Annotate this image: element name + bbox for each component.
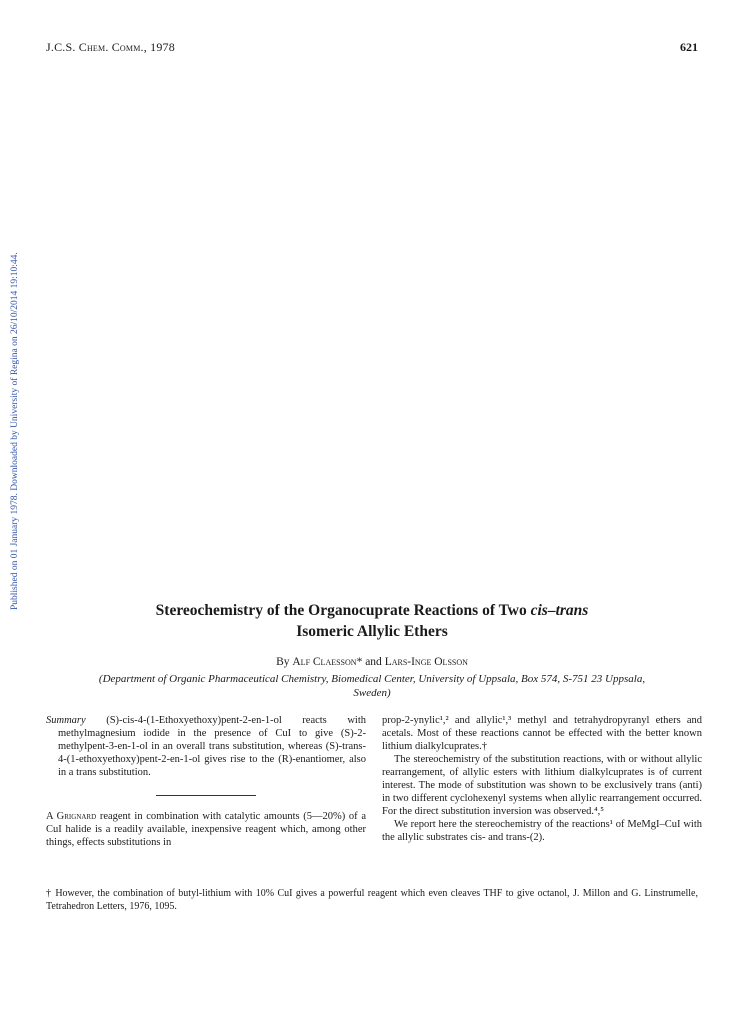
grignard-term: A Grignard xyxy=(46,811,97,822)
page-number: 621 xyxy=(680,40,698,54)
body-paragraph-2: The stereochemistry of the substitution reactions, with or without allylic rearrangement, of allylic esters with lithium dialkylcuprates is of current interest. The mode of substitution was shown to be exclusively trans (anti) in two different cyclohexenyl systems when allylic rearrangement occurred. For the direct substitution inversion was observed.⁴,⁵ xyxy=(382,754,702,817)
left-column xyxy=(46,714,366,849)
journal-name: Chem. Comm. xyxy=(78,40,144,54)
article-title xyxy=(46,600,698,642)
author-separator: * and xyxy=(356,656,385,668)
journal-year: , 1978 xyxy=(143,40,175,54)
author-2: Lars-Inge Olsson xyxy=(384,656,468,668)
body-paragraph-1: prop-2-ynylic¹,² and allylic¹,³ methyl and tetrahydropyranyl ethers and acetals. Most of these reactions cannot be effected with the better known lithium dialkylcuprates.† xyxy=(382,715,702,752)
download-watermark: Published on 01 January 1978. Downloaded by University of Regina on 26/10/2014 19:10:44. xyxy=(10,252,20,610)
intro-paragraph xyxy=(46,810,366,849)
journal-prefix: J.C.S. xyxy=(46,40,79,54)
by-label: By xyxy=(276,656,293,668)
summary-text: (S)-cis-4-(1-Ethoxyethoxy)pent-2-en-1-ol reacts with methylmagnesium iodide in the presence of CuI to give (S)-2-methylpent-3-en-1-ol in an overall trans substitution, whereas (S)-trans-4-(1-ethoxyethoxy)pent-2-en-1-ol gives rise to the (R)-enantiomer, also in a trans substitution. xyxy=(58,715,366,778)
title-line1: Stereochemistry of the Organocuprate Reactions of Two xyxy=(155,602,531,619)
affiliation-line2: Sweden) xyxy=(353,687,391,699)
body-paragraph-3: We report here the stereochemistry of the reactions¹ of MeMgI–CuI with the allylic substrates cis- and trans-(2). xyxy=(382,819,702,843)
running-header xyxy=(46,40,698,56)
summary-label: Summary xyxy=(46,715,86,726)
author-1: Alf Claesson xyxy=(292,656,357,668)
footnote: † However, the combination of butyl-lithium with 10% CuI gives a powerful reagent which even cleaves THF to give octanol, J. Millon and G. Linstrumelle, Tetrahedron Letters, 1976, 1095. xyxy=(46,888,698,912)
section-divider xyxy=(156,795,256,796)
affiliation-line1: (Department of Organic Pharmaceutical Chemistry, Biomedical Center, University of Uppsala, Box 574, S-751 23 Uppsala, xyxy=(98,673,646,685)
affiliation xyxy=(46,672,698,700)
right-column xyxy=(382,714,702,844)
journal-citation xyxy=(46,40,175,55)
title-line2: Isomeric Allylic Ethers xyxy=(296,623,448,640)
summary-paragraph xyxy=(46,714,366,779)
title-cis-trans: cis–trans xyxy=(530,602,589,619)
intro-text: reagent in combination with catalytic amounts (5—20%) of a CuI halide is a readily available, inexpensive reagent which, among other things, effects substitutions in xyxy=(46,811,366,848)
author-line xyxy=(46,655,698,669)
